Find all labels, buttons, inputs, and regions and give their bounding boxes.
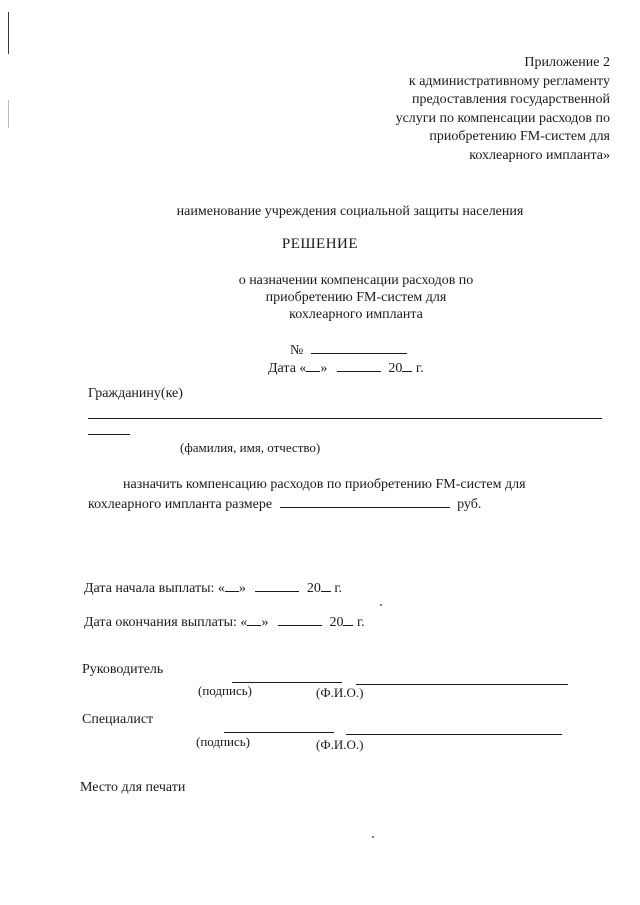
assign-paragraph: [88, 476, 568, 514]
payment-start-suffix: г.: [334, 581, 343, 596]
institution-label: наименование учреждения социальной защиты населения: [176, 204, 524, 219]
subject-line: приобретению FM-систем для: [265, 290, 447, 305]
payment-end-year-prefix: 20: [329, 615, 344, 630]
date-suffix: г.: [415, 361, 424, 376]
appendix-line: Приложение 2: [524, 55, 610, 70]
specialist-signature-caption: (подпись): [196, 734, 250, 749]
amount-blank[interactable]: [280, 494, 450, 508]
scan-edge-mark: [8, 12, 9, 54]
payment-start-label: Дата начала выплаты: «: [84, 581, 225, 596]
number-blank[interactable]: [311, 340, 407, 354]
specialist-signature-line[interactable]: [224, 732, 334, 733]
appendix-line: предоставления государственной: [411, 92, 610, 107]
date-prefix: Дата «: [268, 361, 307, 376]
citizen-name-line-continued[interactable]: [88, 434, 130, 435]
signatory-role-head: Руководитель: [82, 662, 164, 677]
payment-start-date: [84, 578, 342, 597]
payment-start-year-blank[interactable]: [321, 578, 331, 592]
citizen-name-line[interactable]: [88, 418, 602, 419]
payment-end-close-quote: »: [261, 615, 269, 630]
citizen-label: Гражданину(ке): [88, 386, 183, 401]
document-title: РЕШЕНИЕ: [281, 236, 359, 252]
institution-label-row: [0, 204, 640, 220]
stamp-place-label: Место для печати: [80, 780, 186, 795]
head-signature-caption: (подпись): [198, 683, 252, 698]
payment-end-month-blank[interactable]: [278, 612, 322, 626]
head-name-line[interactable]: [356, 684, 568, 685]
date-month-blank[interactable]: [337, 358, 381, 372]
payment-end-year-blank[interactable]: [343, 612, 353, 626]
specialist-name-caption: (Ф.И.О.): [316, 737, 364, 752]
payment-start-close-quote: »: [238, 581, 246, 596]
date-close-quote: »: [320, 361, 328, 376]
subject-line: кохлеарного импланта: [289, 307, 423, 322]
payment-start-day-blank[interactable]: [225, 578, 239, 592]
assign-amount-label: кохлеарного импланта размере: [88, 497, 273, 512]
signatory-role-specialist: Специалист: [82, 712, 154, 727]
decision-number: [290, 340, 407, 359]
appendix-line: к административному регламенту: [408, 73, 610, 89]
date-year-blank[interactable]: [402, 358, 412, 372]
assign-line-1: назначить компенсацию расходов по приобретению FM-систем для: [123, 477, 526, 492]
scan-speck: [380, 604, 382, 606]
assign-line-2: [88, 494, 568, 514]
specialist-name-line[interactable]: [346, 734, 562, 735]
scan-edge-mark: [8, 100, 9, 128]
payment-end-label: Дата окончания выплаты: «: [84, 615, 248, 630]
payment-end-suffix: г.: [356, 615, 365, 630]
date-day-blank[interactable]: [306, 358, 320, 372]
payment-start-month-blank[interactable]: [255, 578, 299, 592]
date-year-prefix: 20: [388, 361, 403, 376]
payment-start-year-prefix: 20: [306, 581, 321, 596]
scan-speck: [372, 836, 374, 838]
appendix-line: услуги по компенсации расходов по: [395, 110, 610, 126]
appendix-line: приобретению FM-систем для: [429, 129, 610, 144]
currency-label: руб.: [457, 497, 482, 512]
appendix-line: кохлеарного импланта»: [469, 147, 610, 163]
subject-line: о назначении компенсации расходов по: [238, 273, 474, 288]
number-label: №: [290, 343, 304, 358]
document-subject: [0, 272, 640, 323]
fio-caption: (фамилия, имя, отчество): [180, 440, 321, 455]
payment-end-day-blank[interactable]: [247, 612, 261, 626]
payment-end-date: [84, 612, 365, 631]
appendix-header: [396, 54, 610, 165]
decision-date: [268, 358, 424, 377]
head-name-caption: (Ф.И.О.): [316, 685, 364, 700]
